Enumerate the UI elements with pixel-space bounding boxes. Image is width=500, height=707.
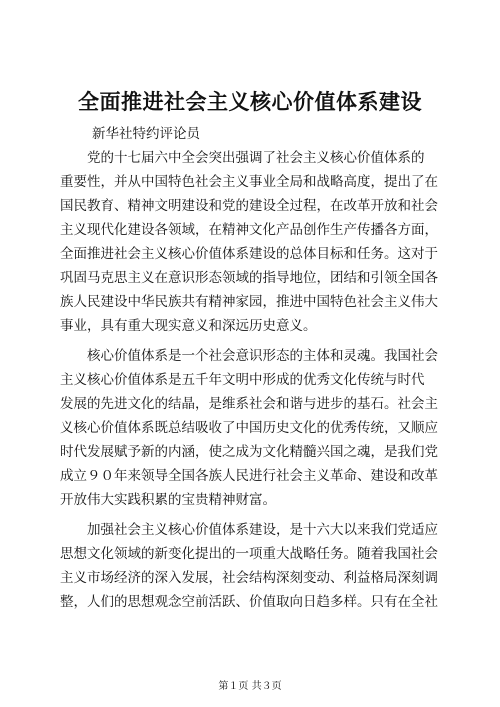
- paragraph-3-line-1: 加强社会主义核心价值体系建设，是十六大以来我们党适应: [87, 522, 438, 538]
- paragraph-2-line-1: 核心价值体系是一个社会意识形态的主体和灵魂。我国社会: [87, 348, 438, 364]
- byline: 新华社特约评论员: [92, 126, 200, 142]
- paragraph-2-line-2: 主义核心价值体系是五千年文明中形成的优秀文化传统与时代: [60, 372, 425, 388]
- paragraph-1-line-1: 党的十七届六中全会突出强调了社会主义核心价值体系的: [87, 150, 425, 166]
- paragraph-3-line-3: 主义市场经济的深入发展，社会结构深刻变动、利益格局深刻调: [60, 570, 438, 586]
- paragraph-1-line-5: 全面推进社会主义核心价值体系建设的总体目标和任务。这对于: [60, 246, 438, 262]
- paragraph-2-line-4: 义核心价值体系既总结吸收了中国历史文化的优秀传统，又顺应: [60, 420, 438, 436]
- paragraph-1-line-6: 巩固马克思主义在意识形态领域的指导地位，团结和引领全国各: [60, 270, 438, 286]
- paragraph-1-line-4: 主义现代化建设各领域，在精神文化产品创作生产传播各方面，: [60, 222, 438, 238]
- paragraph-1-line-8: 事业，具有重大现实意义和深远历史意义。: [60, 318, 317, 334]
- page-title: 全面推进社会主义核心价值体系建设: [78, 89, 422, 114]
- paragraph-2-line-7: 开放伟大实践积累的宝贵精神财富。: [60, 492, 276, 508]
- paragraph-2-line-3: 发展的先进文化的结晶，是维系社会和谐与进步的基石。社会主: [60, 396, 438, 412]
- paragraph-1-line-7: 族人民建设中华民族共有精神家园，推进中国特色社会主义伟大: [60, 294, 438, 310]
- paragraph-2-line-6: 成立９０年来领导全国各族人民进行社会主义革命、建设和改革: [60, 468, 438, 484]
- paragraph-3-line-4: 整，人们的思想观念空前活跃、价值取向日趋多样。只有在全社: [60, 594, 438, 610]
- paragraph-1-line-3: 国民教育、精神文明建设和党的建设全过程，在改革开放和社会: [60, 198, 438, 214]
- paragraph-1-line-2: 重要性，并从中国特色社会主义事业全局和战略高度，提出了在: [60, 174, 438, 190]
- page-number: 第１页 共３页: [218, 681, 282, 692]
- paragraph-3-line-2: 思想文化领域的新变化提出的一项重大战略任务。随着我国社会: [60, 546, 438, 562]
- paragraph-2-line-5: 时代发展赋予新的内涵，使之成为文化精髓兴国之魂，是我们党: [60, 444, 438, 460]
